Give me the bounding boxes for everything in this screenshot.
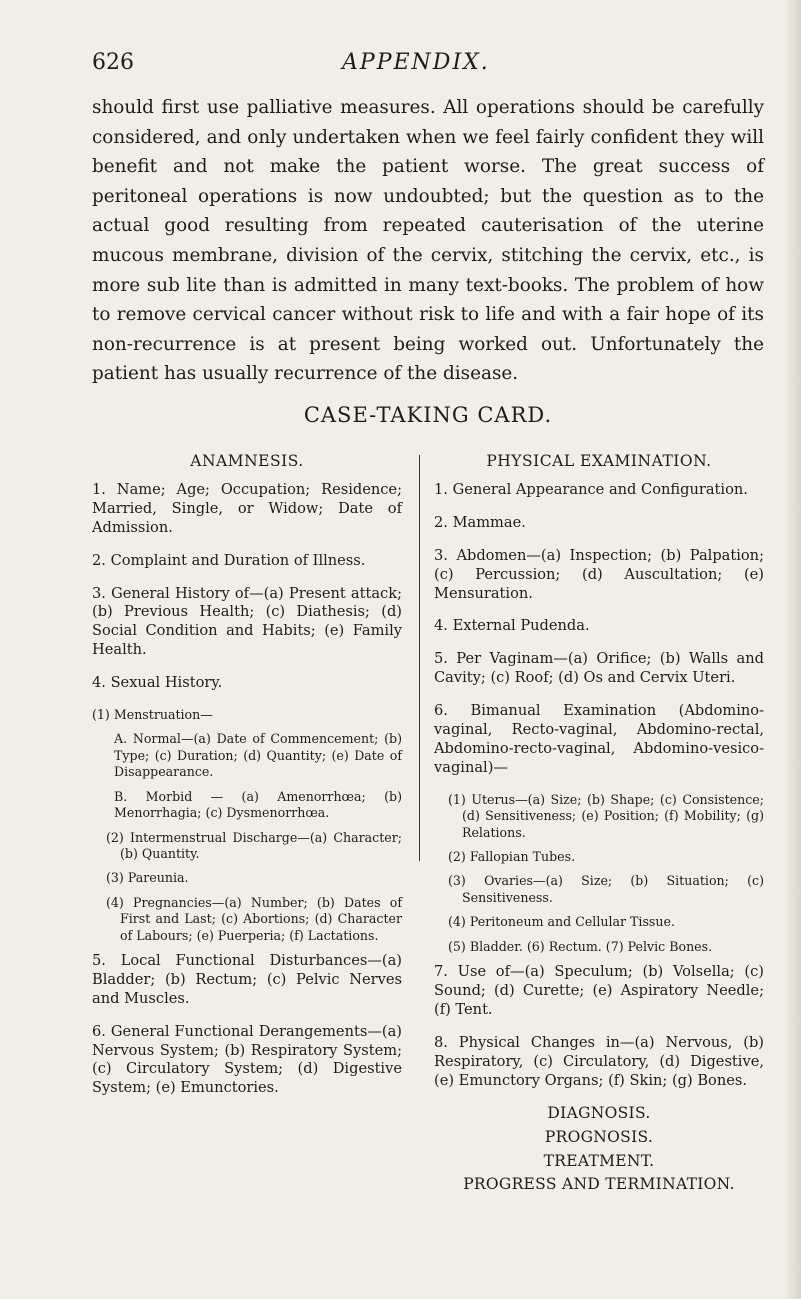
exam-item-1: 1. General Appearance and Configuration. <box>434 480 748 498</box>
physical-examination-heading: PHYSICAL EXAMINATION. <box>486 452 712 470</box>
exam-item-8: 8. Physical Changes in—(a) Nervous, (b) Respiratory, (c) Circulatory, (d) Digestive, (e) Emunctory Organs; (f) Skin; (g) Bones. <box>434 1033 764 1089</box>
intro-paragraph-block <box>92 93 764 389</box>
peritoneum-subitem: (4) Peritoneum and Cellular Tissue. <box>448 914 675 930</box>
prognosis-heading: PROGNOSIS. <box>544 1128 654 1147</box>
exam-item-6: 6. Bimanual Examination (Abdomino-vaginal, Recto-vaginal, Abdomino-rectal, Abdomino-recto-vaginal, Abdomino-vesico-vaginal)— <box>434 702 764 776</box>
anamnesis-item-2: 2. Complaint and Duration of Illness. <box>92 551 366 569</box>
ovaries-subitem: (3) Ovaries—(a) Size; (b) Situation; (c) Sensitiveness. <box>448 873 764 905</box>
anamnesis-item-4: 4. Sexual History. <box>92 674 223 692</box>
running-title: APPENDIX. <box>342 50 490 75</box>
progress-termination-heading: PROGRESS AND TERMINATION. <box>463 1175 735 1194</box>
pareunia: (3) Pareunia. <box>106 870 189 886</box>
intermenstrual-discharge: (2) Intermenstrual Discharge—(a) Character; (b) Quantity. <box>106 829 402 861</box>
exam-item-4: 4. External Pudenda. <box>434 617 590 635</box>
bladder-rectum-bones-subitem: (5) Bladder. (6) Rectum. (7) Pelvic Bones. <box>448 938 713 954</box>
anamnesis-item-3: 3. General History of—(a) Present attack; (b) Previous Health; (c) Diathesis; (d) Social Condition and Habits; (e) Family Health. <box>92 584 402 659</box>
page-number: 626 <box>92 50 134 75</box>
anamnesis-column <box>92 452 402 1112</box>
running-header <box>92 50 741 80</box>
exam-item-7: 7. Use of—(a) Speculum; (b) Volsella; (c) Sound; (d) Curette; (e) Aspiratory Needle; (f) Tent. <box>434 963 764 1018</box>
exam-item-5: 5. Per Vaginam—(a) Orifice; (b) Walls and Cavity; (c) Roof; (d) Os and Cervix Uteri. <box>434 650 764 687</box>
anamnesis-item-1: 1. Name; Age; Occupation; Residence; Married, Single, or Widow; Date of Admission. <box>92 480 402 536</box>
exam-item-2: 2. Mammae. <box>434 513 526 531</box>
column-divider <box>419 455 420 861</box>
physical-examination-column <box>434 452 764 1195</box>
card-title: CASE-TAKING CARD. <box>303 403 553 427</box>
diagnosis-heading: DIAGNOSIS. <box>547 1104 651 1123</box>
fallopian-tubes-subitem: (2) Fallopian Tubes. <box>448 849 576 864</box>
exam-item-3: 3. Abdomen—(a) Inspection; (b) Palpation; (c) Percussion; (d) Auscultation; (e) Mensuration. <box>434 546 764 602</box>
uterus-subitem: (1) Uterus—(a) Size; (b) Shape; (c) Consistence; (d) Sensitiveness; (e) Position; (f) Mobility; (g) Relations. <box>448 791 764 840</box>
anamnesis-item-6: 6. General Functional Derangements—(a) Nervous System; (b) Respiratory System; (c) Circulatory System; (d) Digestive System; (e) Emunctories. <box>92 1022 402 1097</box>
pregnancies: (4) Pregnancies—(a) Number; (b) Dates of First and Last; (c) Abortions; (d) Character of Labours; (e) Puerperia; (f) Lactations. <box>106 894 402 943</box>
anamnesis-heading: ANAMNESIS. <box>190 452 304 470</box>
menstruation-morbid: B. Morbid — (a) Amenorrhœa; (b) Menorrhagia; (c) Dysmenorrhœa. <box>114 788 402 821</box>
anamnesis-item-5: 5. Local Functional Disturbances—(a) Bladder; (b) Rectum; (c) Pelvic Nerves and Muscles. <box>92 951 402 1007</box>
menstruation-subitem: (1) Menstruation— <box>92 707 213 723</box>
intro-paragraph: should first use palliative measures. All operations should be carefully considered, and only undertaken when we feel fairly confident they will benefit and not make the patient worse. The great success of peritoneal operations is now undoubted; but the question as to the actual good resulting from repeated cauterisation of the uterine mucous membrane, division of the cervix, stitching the cervix, etc., is more sub lite than is admitted in many text-books. The problem of how to remove cervical cancer without risk to life and with a fair hope of its non-recurrence is at present being worked out. Unfortunately the patient has usually recurrence of the disease. <box>92 97 764 385</box>
page-edge-shadow <box>787 0 801 1299</box>
treatment-heading: TREATMENT. <box>543 1151 655 1170</box>
menstruation-normal: A. Normal—(a) Date of Commencement; (b) Type; (c) Duration; (d) Quantity; (e) Date of Disappearance. <box>114 731 402 780</box>
